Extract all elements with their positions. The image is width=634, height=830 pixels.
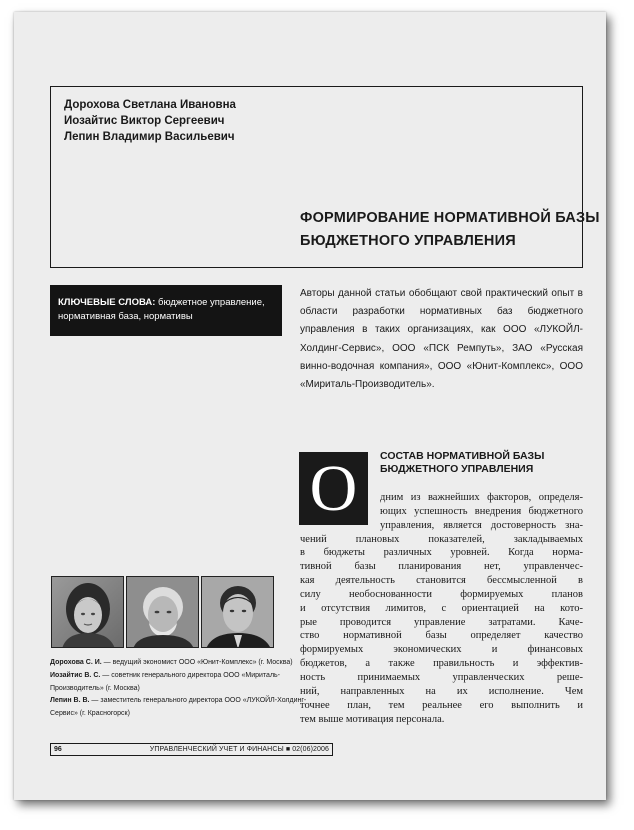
author-captions [50,657,330,721]
body-line: точнее план, тем реальнее его выполнить и [300,699,583,711]
author-name: Иозайтис Виктор Сергеевич [64,115,225,127]
portrait-photo [201,576,274,648]
author-list [64,97,236,145]
body-line: ство нормативной базы определяет качество [300,630,583,642]
caption-text: — заместитель генерального директора ООО «ЛУКОЙЛ-Холдинг-Сервис» (г. Красногорск) [50,697,307,718]
drop-cap: О [299,452,368,525]
body-text [300,491,583,726]
caption-name: Лепин В. В. [50,697,90,705]
author-name: Дорохова Светлана Ивановна [64,99,236,111]
keywords-label: КЛЮЧЕВЫЕ СЛОВА: [58,297,156,308]
body-line: формируемых экономических и финансовых [300,644,583,656]
author-caption [50,670,330,696]
journal-name: УПРАВЛЕНЧЕСКИЙ УЧЕТ И ФИНАНСЫ ■ 02(06)2006 [149,746,329,753]
body-line: чений плановых показателей, закладываемых [300,533,583,545]
body-line: дним из важнейших факторов, определя- [380,492,583,503]
portrait-photo [51,576,124,648]
body-line: бюджетов, а также правильность и эффектив- [300,658,583,670]
body-line: силу необоснованности формируемых планов [300,588,583,600]
author-caption [50,657,330,670]
section-heading-line: БЮДЖЕТНОГО УПРАВЛЕНИЯ [380,463,534,475]
caption-text: — ведущий экономист ООО «Юнит-Комплекс» (г. Москва) [101,659,293,666]
body-line: тивной базы планирования нет, управленчес- [300,561,583,573]
page-number: 96 [54,746,62,753]
author-caption [50,695,330,721]
keywords-text: бюджетное управление, нормативная база, нормативы [58,297,265,322]
abstract: Авторы данной статьи обобщают свой практический опыт в области разработки нормативных баз бюджетного управления в таких организациях, как ООО «ЛУКОЙЛ-Холдинг-Сервис», ООО «ПСК Ремпуть», ЗАО «Русская винно-водочная компания», ООО «Юнит-Комплекс», ООО «Мириталь-Производитель». [300,288,583,391]
body-line: ющих успешность внедрения бюджетного [380,505,583,517]
portrait-photo [126,576,199,648]
body-line: и отсутствия лимитов, с ориентацией на кото- [300,602,583,614]
keywords-box [50,285,282,336]
article-title-line: ФОРМИРОВАНИЕ НОРМАТИВНОЙ БАЗЫ [300,210,600,226]
body-line: ность принимаемых управленческих реше- [300,671,583,683]
author-name: Лепин Владимир Васильевич [64,131,235,143]
body-line: рые проводится управление затратами. Каче- [300,616,583,628]
body-line: управления, является достоверность зна- [380,519,583,531]
article-title-line: БЮДЖЕТНОГО УПРАВЛЕНИЯ [300,233,516,249]
page-footer [50,743,333,756]
section-heading [380,450,544,476]
article-title [300,207,600,253]
caption-name: Иозайтис В. С. [50,671,101,679]
section-heading-line: СОСТАВ НОРМАТИВНОЙ БАЗЫ [380,450,545,462]
body-line: в бюджеты различных уровней. Когда норма- [300,547,583,559]
body-line: ний, направленных на их исполнение. Чем [300,685,583,697]
body-line: кая деятельность становится бессмысленной в [300,575,583,587]
body-line: тем выше мотивация персонала. [300,713,445,725]
caption-name: Дорохова С. И. [50,659,102,666]
caption-text: — советник генерального директора ООО «Мириталь-Производитель» (г. Москва) [50,671,281,692]
